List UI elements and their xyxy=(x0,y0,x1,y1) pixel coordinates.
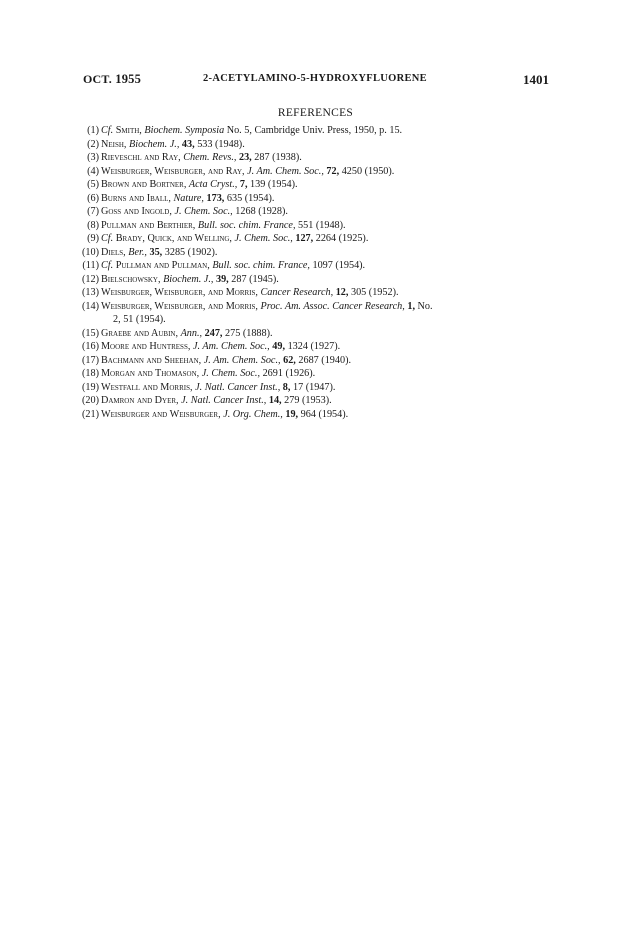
reference-item xyxy=(80,367,552,381)
running-header xyxy=(83,72,549,90)
reference-volume: 173, xyxy=(206,192,225,204)
reference-authors: Smith, xyxy=(115,125,142,136)
reference-journal: Biochem. Symposia xyxy=(144,125,225,136)
reference-details: 287 (1945). xyxy=(231,273,279,285)
reference-number: (8) xyxy=(87,219,99,231)
reference-authors: Diels, xyxy=(101,246,126,258)
reference-details: 1268 (1928). xyxy=(235,206,288,217)
reference-number: (2) xyxy=(87,138,99,150)
reference-volume: 19, xyxy=(285,408,299,420)
reference-item xyxy=(80,354,552,368)
reference-item xyxy=(80,286,552,300)
reference-item xyxy=(80,178,552,192)
reference-number: (18) xyxy=(82,368,99,379)
reference-details: 139 (1954). xyxy=(250,179,298,190)
reference-journal: J. Chem. Soc., xyxy=(234,233,293,244)
reference-journal: Bull. soc. chim. France, xyxy=(197,219,296,231)
reference-number: (10) xyxy=(82,246,99,258)
references-heading: REFERENCES xyxy=(277,107,354,119)
reference-authors: Burns and Iball, xyxy=(101,192,171,204)
reference-authors: Weisburger and Weisburger, xyxy=(101,408,221,420)
reference-volume: 1, xyxy=(407,300,415,312)
reference-details: 305 (1952). xyxy=(350,287,399,298)
reference-details: 287 (1938). xyxy=(254,152,302,163)
reference-volume: 7, xyxy=(239,179,248,190)
reference-journal: Chem. Revs., xyxy=(183,152,237,163)
reference-details: 533 (1948). xyxy=(197,138,245,150)
reference-authors: Westfall and Morris, xyxy=(101,381,193,393)
reference-authors: Rieveschl and Ray, xyxy=(101,152,181,163)
reference-authors: Morgan and Thomason, xyxy=(101,368,200,379)
reference-authors: Brown and Bortner, xyxy=(101,179,187,190)
reference-details: 17 (1947). xyxy=(292,381,336,393)
reference-number: (19) xyxy=(82,381,99,393)
reference-journal: J. Am. Chem. Soc., xyxy=(247,165,324,177)
reference-authors: Goss and Ingold, xyxy=(101,206,172,217)
reference-item xyxy=(80,124,552,138)
reference-item xyxy=(80,340,552,354)
reference-volume: 127, xyxy=(295,233,314,244)
reference-details: 4250 (1950). xyxy=(341,165,395,177)
reference-authors: Moore and Huntress, xyxy=(101,341,191,352)
reference-journal: J. Am. Chem. Soc., xyxy=(203,354,281,366)
reference-item xyxy=(80,165,552,179)
reference-item xyxy=(80,408,552,422)
page-number: 1401 xyxy=(523,72,549,87)
reference-number: (3) xyxy=(87,152,99,163)
reference-list xyxy=(80,124,552,421)
reference-journal: Cancer Research, xyxy=(260,287,334,298)
reference-details: No. 5, Cambridge Univ. Press, 1950, p. 15. xyxy=(226,125,403,136)
reference-journal: J. Chem. Soc., xyxy=(174,206,233,217)
reference-details: 275 (1888). xyxy=(225,327,273,339)
reference-item xyxy=(80,205,552,219)
reference-authors: Weisburger, Weisburger, and Morris, xyxy=(101,287,258,298)
reference-item xyxy=(80,327,552,341)
reference-number: (13) xyxy=(82,287,99,298)
reference-journal: Acta Cryst., xyxy=(188,179,238,190)
reference-number: (20) xyxy=(82,395,99,406)
reference-volume: 8, xyxy=(282,381,291,393)
reference-volume: 12, xyxy=(335,287,349,298)
reference-number: (7) xyxy=(87,206,99,217)
reference-item xyxy=(80,259,552,273)
reference-number: (4) xyxy=(87,165,99,177)
reference-volume: 62, xyxy=(283,354,296,366)
header-date xyxy=(83,72,141,87)
reference-details: No. xyxy=(417,300,433,312)
reference-item xyxy=(80,394,552,408)
reference-continuation: 2, 51 (1954). xyxy=(113,314,166,325)
reference-authors: Brady, Quick, and Welling, xyxy=(115,233,232,244)
reference-authors: Bielschowsky, xyxy=(101,273,161,285)
reference-authors: Weisburger, Weisburger, and Morris, xyxy=(101,300,258,312)
reference-number: (9) xyxy=(87,233,99,244)
reference-volume: 35, xyxy=(149,246,163,258)
reference-journal: Biochem. J., xyxy=(163,273,214,285)
reference-journal: Ann., xyxy=(180,327,203,339)
reference-details: 2264 (1925). xyxy=(315,233,369,244)
reference-journal: Ber., xyxy=(128,246,147,258)
header-year: 1955 xyxy=(115,72,142,86)
reference-journal: J. Org. Chem., xyxy=(223,408,283,420)
reference-details: 279 (1953). xyxy=(284,395,332,406)
reference-item xyxy=(80,232,552,246)
reference-item xyxy=(80,219,552,233)
reference-volume: 23, xyxy=(238,152,252,163)
reference-number: (11) xyxy=(82,260,99,271)
reference-details: 2691 (1926). xyxy=(262,368,316,379)
reference-number: (15) xyxy=(82,327,99,339)
reference-authors: Pullman and Pullman, xyxy=(115,260,210,271)
reference-number: (14) xyxy=(82,300,99,312)
reference-number: (6) xyxy=(87,192,99,204)
reference-details: 3285 (1902). xyxy=(164,246,218,258)
header-month: OCT. xyxy=(83,72,112,86)
reference-journal: J. Chem. Soc., xyxy=(201,368,261,379)
reference-volume: 49, xyxy=(272,341,286,352)
reference-details: 551 (1948). xyxy=(298,219,346,231)
reference-prefix: Cf. xyxy=(101,125,114,136)
reference-volume: 247, xyxy=(204,327,223,339)
reference-item xyxy=(80,273,552,287)
reference-number: (17) xyxy=(82,354,99,366)
reference-authors: Bachmann and Sheehan, xyxy=(101,354,202,366)
reference-journal: J. Am. Chem. Soc., xyxy=(192,341,270,352)
reference-authors: Pullman and Berthier, xyxy=(101,219,196,231)
reference-authors: Graebe and Aubin, xyxy=(101,327,179,339)
reference-volume: 43, xyxy=(181,138,195,150)
reference-details: 964 (1954). xyxy=(300,408,349,420)
reference-authors: Damron and Dyer, xyxy=(101,395,179,406)
reference-volume: 72, xyxy=(326,165,340,177)
reference-number: (21) xyxy=(82,408,99,420)
reference-prefix: Cf. xyxy=(101,233,114,244)
reference-journal: J. Natl. Cancer Inst., xyxy=(181,395,267,406)
reference-details: 1324 (1927). xyxy=(287,341,341,352)
reference-number: (12) xyxy=(82,273,99,285)
reference-journal: Nature, xyxy=(173,192,204,204)
reference-number: (16) xyxy=(82,341,99,352)
reference-item xyxy=(80,381,552,395)
reference-journal: Bull. soc. chim. France, xyxy=(212,260,310,271)
reference-journal: Biochem. J., xyxy=(129,138,180,150)
reference-volume: 39, xyxy=(215,273,229,285)
reference-prefix: Cf. xyxy=(101,260,114,271)
header-title: 2-ACETYLAMINO-5-HYDROXYFLUORENE xyxy=(203,73,427,84)
reference-number: (1) xyxy=(87,125,99,136)
reference-item xyxy=(80,151,552,165)
reference-journal: Proc. Am. Assoc. Cancer Research, xyxy=(260,300,405,312)
reference-number: (5) xyxy=(87,179,99,190)
reference-details: 635 (1954). xyxy=(226,192,275,204)
reference-authors: Neish, xyxy=(101,138,127,150)
reference-details: 1097 (1954). xyxy=(312,260,366,271)
reference-item xyxy=(80,192,552,206)
reference-details: 2687 (1940). xyxy=(298,354,352,366)
reference-volume: 14, xyxy=(268,395,282,406)
reference-journal: J. Natl. Cancer Inst., xyxy=(195,381,281,393)
reference-authors: Weisburger, Weisburger, and Ray, xyxy=(101,165,245,177)
reference-item xyxy=(80,300,552,327)
reference-item xyxy=(80,138,552,152)
reference-item xyxy=(80,246,552,260)
